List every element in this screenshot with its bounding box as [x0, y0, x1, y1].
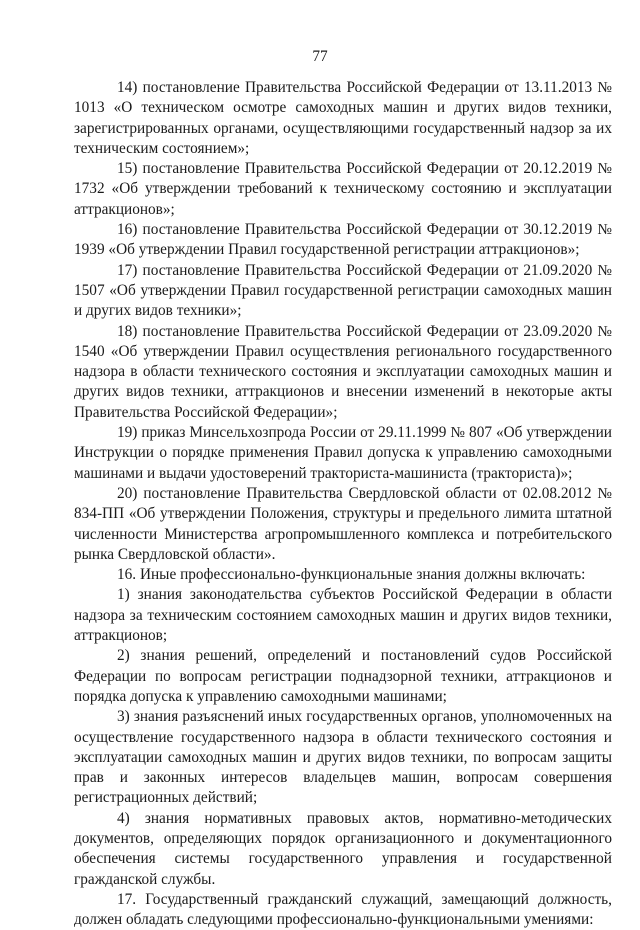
document-body — [74, 78, 612, 930]
knowledge-item-4: 4) знания нормативных правовых актов, нормативно-методических документов, определяющих порядок организационного и документационного обеспечения системы государственного управления и государственной гражданской службы. — [74, 809, 612, 888]
page-number: 77 — [312, 48, 328, 65]
knowledge-item-3: 3) знания разъяснений иных государственных органов, уполномоченных на осуществление государственного надзора в области технического состояния и эксплуатации самоходных машин и других видов техники, по вопросам защиты прав и законных интересов владельцев машин, вопросам совершения регистрационных действий; — [74, 708, 612, 807]
section-16-heading: 16. Иные профессионально-функциональные знания должны включать: — [117, 566, 586, 584]
knowledge-item-2: 2) знания решений, определений и постановлений судов Российской Федерации по вопросам регистрации поднадзорной техники, аттракционов и порядка допуска к управлению самоходными машинами; — [74, 647, 612, 705]
list-item-16-government-decree: 16) постановление Правительства Российской Федерации от 30.12.2019 № 1939 «Об утверждении Правил государственной регистрации аттракционов»; — [74, 221, 612, 259]
list-item-17-government-decree: 17) постановление Правительства Российской Федерации от 21.09.2020 № 1507 «Об утверждении Правил государственной регистрации самоходных машин и других видов техники»; — [74, 261, 612, 320]
knowledge-item-1: 1) знания законодательства субъектов Российской Федерации в области надзора за техническим состоянием самоходных машин и других видов техники, аттракционов; — [74, 586, 612, 645]
section-17-heading: 17. Государственный гражданский служащий, замещающий должность, должен обладать следующими профессионально-функциональными умениями: — [74, 890, 612, 929]
list-item-18-government-decree: 18) постановление Правительства Российской Федерации от 23.09.2020 № 1540 «Об утверждении Правил осуществления регионального государственного надзора в области технического состояния и эксплуатации самоходных машин и других видов техники, аттракционов и внесении изменений в некоторые акты Правительства Российской Федерации»; — [74, 322, 612, 421]
list-item-19-ministry-order: 19) приказ Минсельхозпрода России от 29.11.1999 № 807 «Об утверждении Инструкции о порядке применения Правил допуска к управлению самоходными машинами и выдачи удостоверений тракториста-машиниста (тракториста)»; — [74, 424, 612, 482]
list-item-20-regional-decree: 20) постановление Правительства Свердловской области от 02.08.2012 № 834-ПП «Об утверждении Положения, структуры и предельного лимита штатной численности Министерства агропромышленного комплекса и потребительского рынка Свердловской области». — [74, 484, 612, 563]
list-item-14-government-decree: 14) постановление Правительства Российской Федерации от 13.11.2013 № 1013 «О техническом осмотре самоходных машин и других видов техники, зарегистрированных органами, осуществляющими государственный надзор за их техническим состоянием»; — [74, 79, 612, 157]
list-item-15-government-decree: 15) постановление Правительства Российской Федерации от 20.12.2019 № 1732 «Об утверждении требований к техническому состоянию и эксплуатации аттракционов»; — [74, 160, 612, 218]
